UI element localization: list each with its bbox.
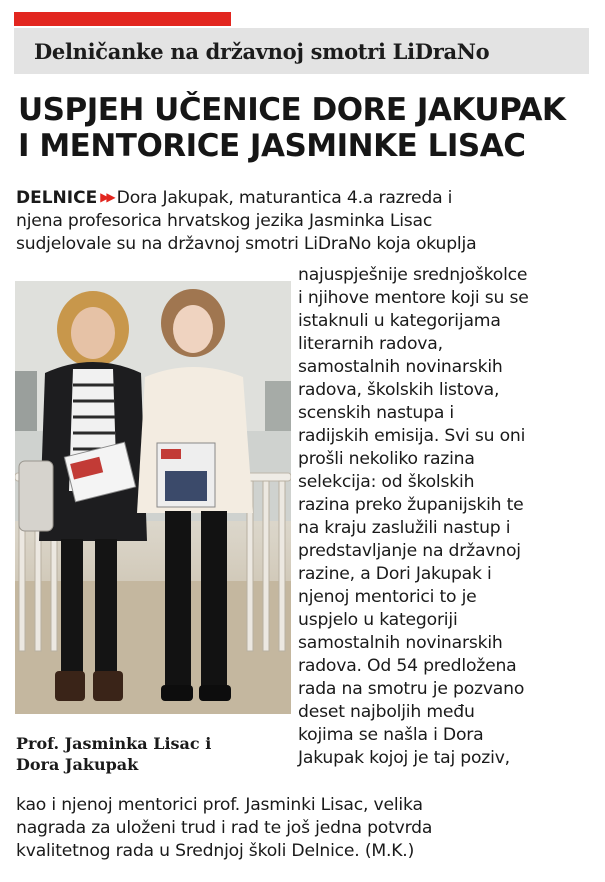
caption-line: Dora Jakupak [16,755,139,774]
body-line: uspjelo u kategoriji [298,610,458,630]
section-accent-bar [14,12,231,26]
body-line: literarnih radova, [298,334,443,354]
lead-line: njena profesorica hrvatskog jezika Jasminka Lisac [16,211,433,231]
body-line: razina preko županijskih te [298,495,524,515]
body-line: rada na smotru je pozvano [298,679,525,699]
body-line: prošli nekoliko razina [298,449,475,469]
article-headline [18,92,593,164]
body-line: radova, školskih listova, [298,380,500,400]
body-line: istaknuli u kategorijama [298,311,501,331]
lead-line [16,186,476,210]
body-line: razine, a Dori Jakupak i [298,564,492,584]
body-line: samostalnih novinarskih [298,357,503,377]
photo-caption [16,733,211,775]
article-kicker: Delničanke na državnoj smotri LiDraNo [34,38,490,64]
caption-line: Prof. Jasminka Lisac i [16,734,212,753]
body-line: i njihove mentore koji su se [298,288,529,308]
kicker-band [14,28,589,74]
body-line: njenoj mentorici to je [298,587,477,607]
closing-paragraph [16,794,432,863]
article-photo [15,281,291,714]
dateline-arrow-icon: ▶▶ [100,190,113,204]
closing-line: kvalitetnog rada u Srednjoj školi Delnice. (M.K.) [16,841,415,861]
body-line: radova. Od 54 predložena [298,656,517,676]
body-line: samostalnih novinarskih [298,633,503,653]
headline-line: USPJEH UČENICE DORE JAKUPAK [18,92,566,128]
body-line: scenskih nastupa i [298,403,455,423]
photo-illustration [15,281,291,714]
lead-line: sudjelovale su na državnoj smotri LiDraNo koja okuplja [16,234,477,254]
body-line: selekcija: od školskih [298,472,475,492]
headline-line: I MENTORICE JASMINKE LISAC [18,128,526,164]
body-line: predstavljanje na državnoj [298,541,521,561]
closing-line: kao i njenoj mentorici prof. Jasminki Lisac, velika [16,795,423,815]
body-line: radijskih emisija. Svi su oni [298,426,526,446]
dateline: DELNICE [16,188,98,208]
body-line: najuspješnije srednjoškolce [298,265,528,285]
body-line: Jakupak kojoj je taj poziv, [298,748,510,768]
body-line: kojima se našla i Dora [298,725,484,745]
body-line: deset najboljih među [298,702,475,722]
lead-line-text: Dora Jakupak, maturantica 4.a razreda i [116,188,453,208]
body-column-right [298,264,529,770]
closing-line: nagrada za uloženi trud i rad te još jedna potvrda [16,818,433,838]
body-line: na kraju zaslužili nastup i [298,518,511,538]
lead-paragraph [16,186,476,256]
